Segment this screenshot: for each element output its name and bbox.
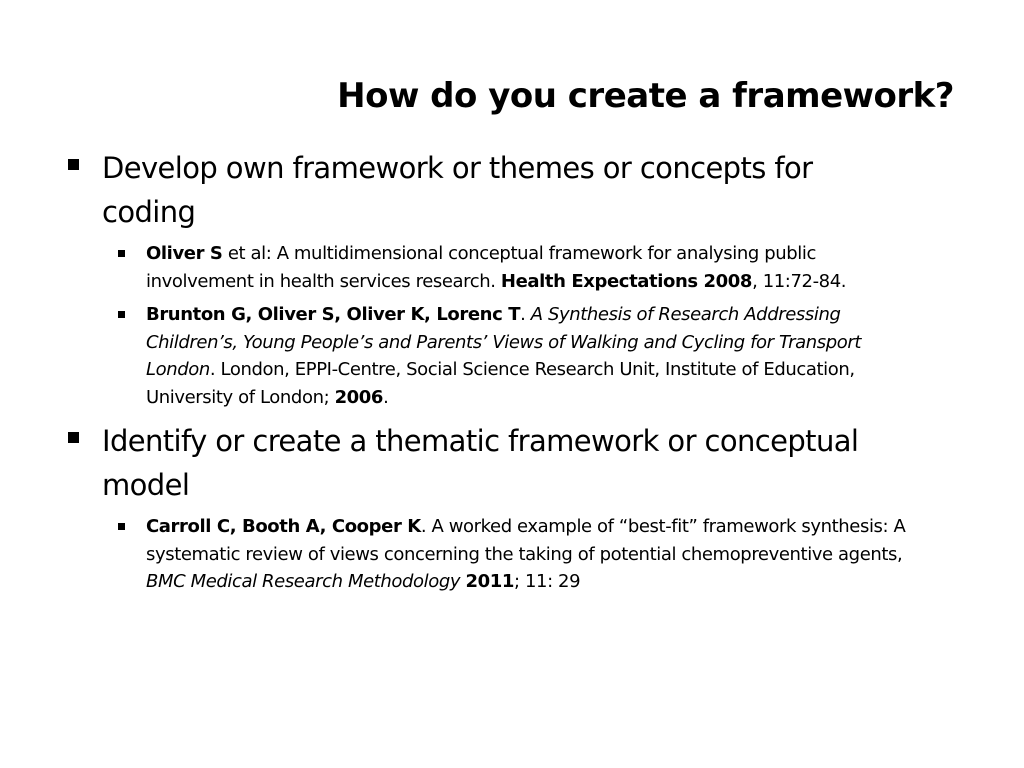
reference-list bbox=[102, 513, 944, 596]
bullet-text: Identify or create a thematic framework or conceptual model bbox=[102, 424, 859, 502]
small-square-bullet-icon bbox=[118, 523, 125, 530]
small-square-bullet-icon bbox=[118, 311, 125, 318]
reference-authors: Brunton G, Oliver S, Oliver K, Lorenc T bbox=[146, 304, 521, 325]
reference-year: 2011 bbox=[465, 571, 514, 592]
bullet-item-develop-framework bbox=[64, 146, 944, 411]
reference-title: A Synthesis of Research Addressing Children’s, Young People’s and Parents’ Views of Walking and Cycling for Transport London bbox=[146, 304, 862, 380]
reference-text: et al: A multidimensional conceptual framework for analysing public involvement in health services research. bbox=[146, 243, 817, 292]
bullet-text: Develop own framework or themes or concepts for coding bbox=[102, 151, 813, 229]
reference-list bbox=[102, 240, 944, 411]
reference-brunton-2006 bbox=[102, 301, 914, 411]
bullet-list bbox=[64, 146, 944, 604]
square-bullet-icon bbox=[68, 159, 79, 170]
reference-journal: BMC Medical Research Methodology bbox=[146, 571, 461, 592]
reference-authors: Oliver S bbox=[146, 243, 223, 264]
reference-authors: Carroll C, Booth A, Cooper K bbox=[146, 516, 421, 537]
reference-text: . London, EPPI-Centre, Social Science Research Unit, Institute of Education, University of London; bbox=[146, 359, 855, 408]
square-bullet-icon bbox=[68, 432, 79, 443]
bullet-item-thematic-framework bbox=[64, 419, 944, 596]
reference-carroll-2011 bbox=[102, 513, 914, 596]
small-square-bullet-icon bbox=[118, 250, 125, 257]
slide-title: How do you create a framework? bbox=[337, 76, 954, 116]
reference-journal: Health Expectations 2008 bbox=[500, 270, 753, 292]
reference-text: , 11:72-84. bbox=[752, 270, 847, 292]
reference-text: . A worked example of “best-fit” framework synthesis: A systematic review of views concerning the taking of potential chemopreventive agents, bbox=[146, 516, 906, 565]
reference-text: ; 11: 29 bbox=[513, 571, 581, 592]
reference-year: 2006 bbox=[334, 386, 384, 408]
reference-oliver-2008 bbox=[102, 240, 914, 295]
reference-text: . bbox=[520, 304, 531, 325]
reference-text: . bbox=[383, 386, 389, 408]
